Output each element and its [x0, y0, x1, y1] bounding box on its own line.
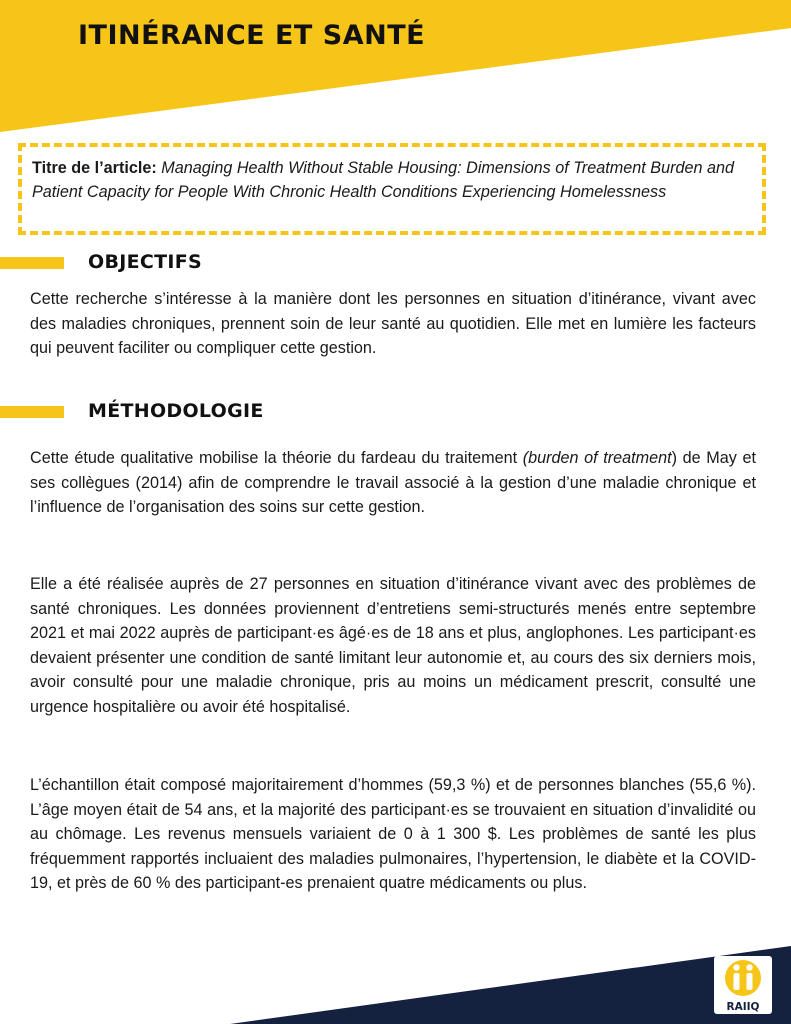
methodologie-paragraph-2: Elle a été réalisée auprès de 27 personnes en situation d’itinérance vivant avec des problèmes de santé chroniques. Les données proviennent d’entretiens semi-structurés menés entre septembre 2021 et mai 2022 auprès de participant·es âgé·es de 18 ans et plus, anglophones. Les participant·es devaient présenter une condition de santé limitant leur autonomie et, au cours des six derniers mois, avoir consulté pour une maladie chronique, pris au moins un médicament prescrit, consulté une urgence hospitalière ou avoir été hospitalisé.	[30, 575, 756, 716]
methodologie-paragraph-1	[30, 446, 756, 520]
methodologie-heading: MÉTHODOLOGIE	[88, 400, 264, 422]
objectifs-heading: OBJECTIFS	[88, 251, 203, 273]
methodologie-p1-end: ) de May et ses collègues (2014) afin de comprendre le travail associé à la gestion d’une maladie chronique et l’influence de l’organisation des soins sur cette gestion.	[30, 449, 756, 516]
article-title-box	[18, 143, 766, 235]
article-title-label: Titre de l’article:	[32, 159, 157, 177]
footer-banner	[0, 940, 791, 1024]
methodologie-paragraph-3: L’échantillon était composé majoritairement d’hommes (59,3 %) et de personnes blanches (55,6 %). L’âge moyen était de 54 ans, et la majorité des participant·es se trouvaient en situation d’invalidité ou au chômage. Les revenus mensuels variaient de 0 à 1 300 $. Les problèmes de santé les plus fréquemment rapportés incluaient des maladies pulmonaires, l’hypertension, le diabète et la COVID-19, et près de 60 % des participant-es prenaient quatre médicaments ou plus.	[30, 776, 756, 892]
raiiq-logo-icon	[714, 956, 772, 1014]
methodologie-p1-italic: (burden of treatment	[522, 449, 672, 467]
objectifs-paragraph: Cette recherche s’intéresse à la manière dont les personnes en situation d’itinérance, vivant avec des maladies chroniques, prennent soin de leur santé au quotidien. Elle met en lumière les facteurs qui peuvent faciliter ou compliquer cette gestion.	[30, 290, 756, 357]
objectifs-accent-bar	[0, 257, 64, 269]
methodologie-accent-bar	[0, 406, 64, 418]
article-title-text: Managing Health Without Stable Housing: Dimensions of Treatment Burden and Patient Capacity for People With Chronic Health Conditions Experiencing Homelessness	[32, 159, 734, 201]
logo-text: RAIIQ	[726, 1001, 760, 1013]
page-title: ITINÉRANCE ET SANTÉ	[78, 20, 426, 51]
methodologie-p1-start: Cette étude qualitative mobilise la théorie du fardeau du traitement	[30, 449, 523, 467]
